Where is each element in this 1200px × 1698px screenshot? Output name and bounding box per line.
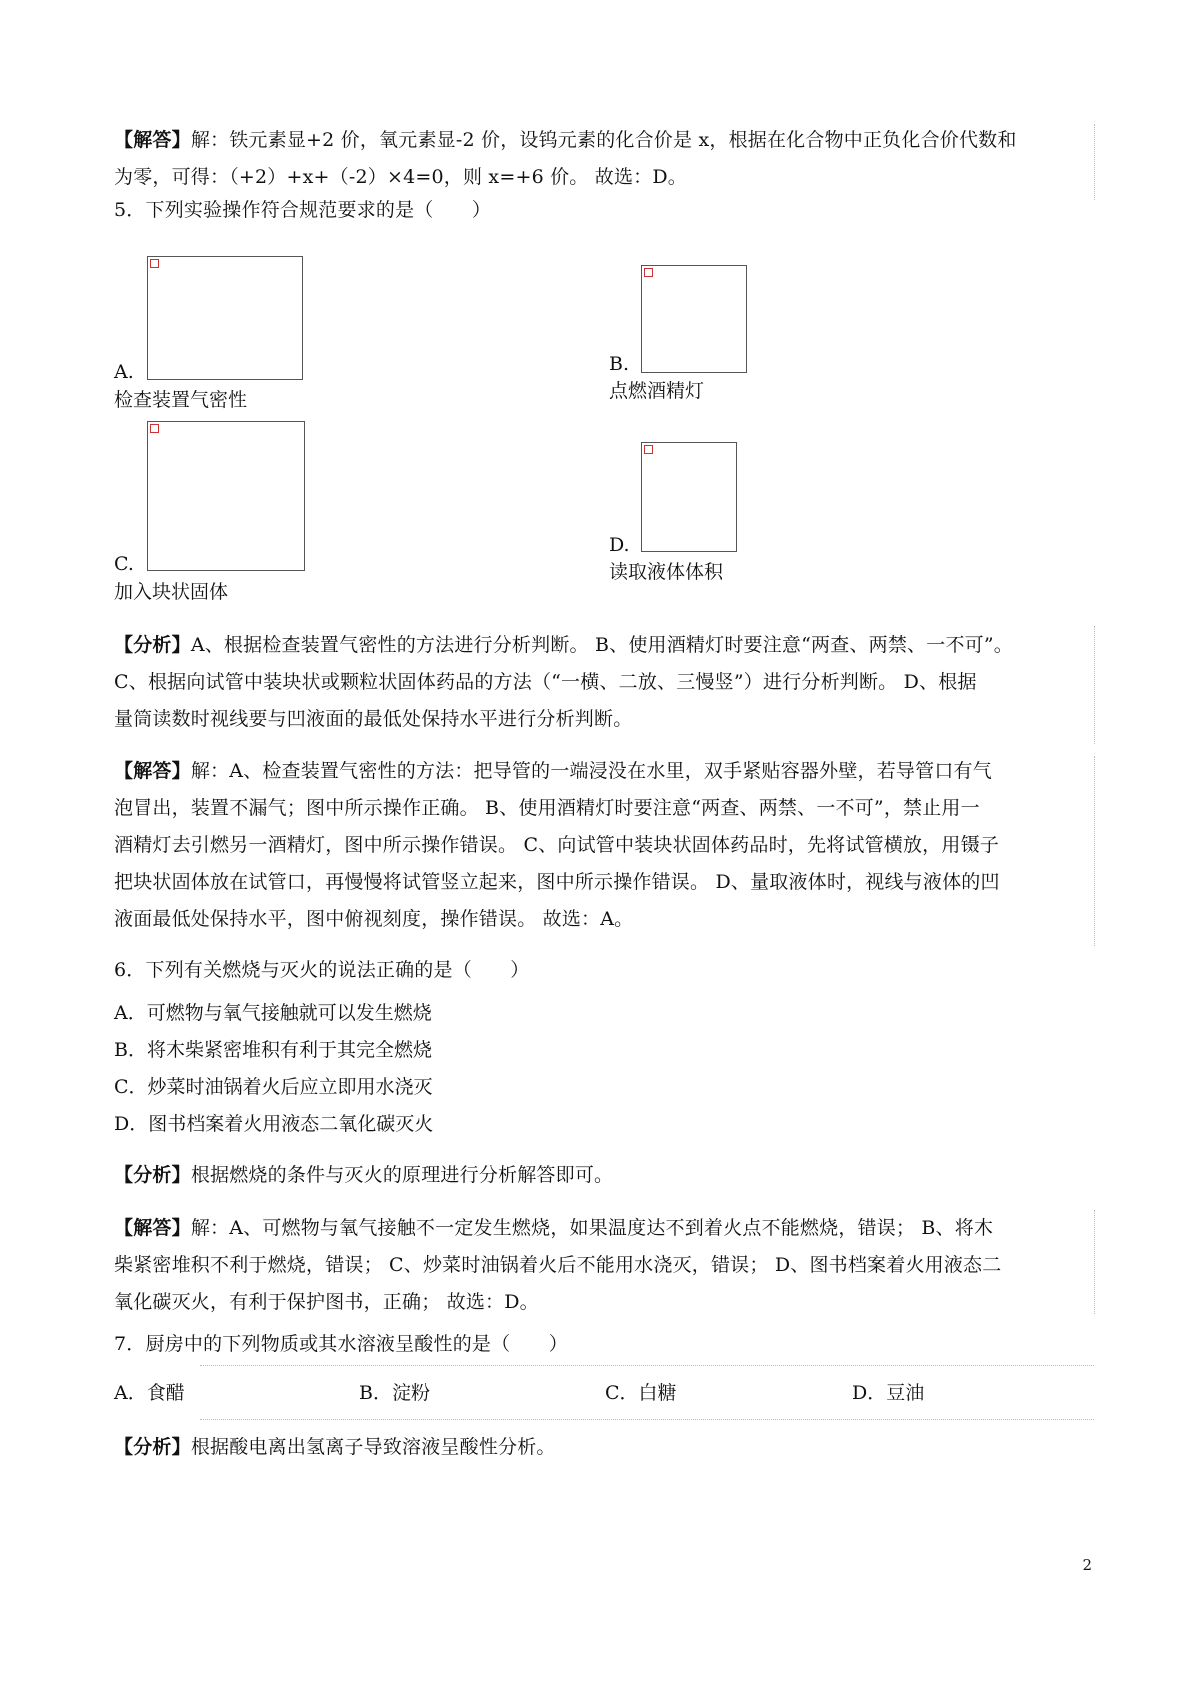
answer-text: 为零，可得：（+2）+x+（-2）×4=0，则 x=+6 价。 故选：D。 (114, 166, 687, 188)
answer-tag: 【解答】 (114, 1217, 191, 1239)
answer-text: 泡冒出，装置不漏气；图中所示操作正确。 B、使用酒精灯时要注意“两查、两禁、一不可”，禁止用一 (114, 797, 980, 819)
figure-b-image (641, 265, 747, 373)
margin-divider (1094, 756, 1095, 946)
analysis-text: 根据酸电离出氢离子导致溶液呈酸性分析。 (190, 1436, 556, 1458)
q7-stem: 7．厨房中的下列物质或其水溶液呈酸性的是（ ） (114, 1333, 568, 1355)
q5-stem: 5．下列实验操作符合规范要求的是（ ） (114, 199, 492, 221)
margin-divider (1094, 1210, 1095, 1314)
q7-option-c: C．白糖 (605, 1382, 677, 1404)
analysis-tag: 【分析】 (114, 634, 191, 656)
figure-a-image (147, 256, 303, 380)
option-c-label: 加入块状固体 (114, 581, 229, 603)
q6-option-d: D．图书档案着火用液态二氧化碳灭火 (114, 1113, 434, 1135)
answer-text: 把块状固体放在试管口，再慢慢将试管竖立起来，图中所示操作错误。 D、量取液体时，视线与液体的凹 (114, 871, 1000, 893)
option-b-letter: B. (609, 353, 630, 375)
dotted-divider (200, 1419, 1094, 1420)
answer-text: 解：A、可燃物与氧气接触不一定发生燃烧，如果温度达不到着火点不能燃烧，错误； B、将木 (190, 1217, 994, 1239)
page-number: 2 (1082, 1556, 1092, 1574)
option-a-label: 检查装置气密性 (114, 389, 248, 411)
q7-option-d: D．豆油 (852, 1382, 925, 1404)
option-b-label: 点燃酒精灯 (609, 380, 705, 402)
q6-answer (114, 1210, 1094, 1321)
answer-text: 解：铁元素显+2 价，氧元素显-2 价，设钨元素的化合价是 x，根据在化合物中正负化合价代数和 (190, 129, 1017, 151)
analysis-text: A、根据检查装置气密性的方法进行分析判断。 B、使用酒精灯时要注意“两查、两禁、一不可”。 (190, 634, 1013, 656)
option-c-letter: C. (114, 553, 134, 575)
analysis-tag: 【分析】 (114, 1164, 191, 1186)
q4-answer (114, 122, 1094, 196)
q6-analysis (114, 1157, 1094, 1194)
analysis-text: C、根据向试管中装块状或颗粒状固体药品的方法（“一横、二放、三慢竖”）进行分析判断。 D、根据 (114, 671, 977, 693)
q7-option-a: A．食醋 (114, 1382, 185, 1404)
option-d-letter: D. (609, 534, 630, 556)
answer-text: 氧化碳灭火，有利于保护图书，正确； 故选：D。 (114, 1291, 539, 1313)
q5-answer (114, 753, 1094, 938)
answer-text: 液面最低处保持水平，图中俯视刻度，操作错误。 故选：A。 (114, 908, 634, 930)
answer-tag: 【解答】 (114, 129, 191, 151)
q6-option-b: B．将木柴紧密堆积有利于其完全燃烧 (114, 1039, 432, 1061)
margin-divider (1094, 124, 1095, 200)
q6-option-a: A．可燃物与氧气接触就可以发生燃烧 (114, 1002, 432, 1024)
q7-analysis (114, 1429, 1094, 1466)
dotted-divider (200, 1365, 1094, 1366)
margin-divider (1094, 626, 1095, 744)
figure-c-image (147, 421, 305, 571)
answer-text: 酒精灯去引燃另一酒精灯，图中所示操作错误。 C、向试管中装块状固体药品时，先将试管横放，用镊子 (114, 834, 999, 856)
q5-analysis (114, 627, 1094, 738)
analysis-tag: 【分析】 (114, 1436, 191, 1458)
analysis-text: 量筒读数时视线要与凹液面的最低处保持水平进行分析判断。 (114, 708, 633, 730)
q6-option-c: C．炒菜时油锅着火后应立即用水浇灭 (114, 1076, 433, 1098)
option-a-letter: A. (114, 361, 134, 383)
answer-tag: 【解答】 (114, 760, 191, 782)
answer-text: 解：A、检查装置气密性的方法：把导管的一端浸没在水里，双手紧贴容器外壁，若导管口有气 (190, 760, 992, 782)
q7-option-b: B．淀粉 (359, 1382, 430, 1404)
analysis-text: 根据燃烧的条件与灭火的原理进行分析解答即可。 (190, 1164, 614, 1186)
figure-d-image (641, 442, 737, 552)
answer-text: 柴紧密堆积不利于燃烧，错误； C、炒菜时油锅着火后不能用水浇灭，错误； D、图书档案着火用液态二 (114, 1254, 1002, 1276)
q6-stem: 6．下列有关燃烧与灭火的说法正确的是（ ） (114, 959, 530, 981)
option-d-label: 读取液体体积 (609, 561, 724, 583)
